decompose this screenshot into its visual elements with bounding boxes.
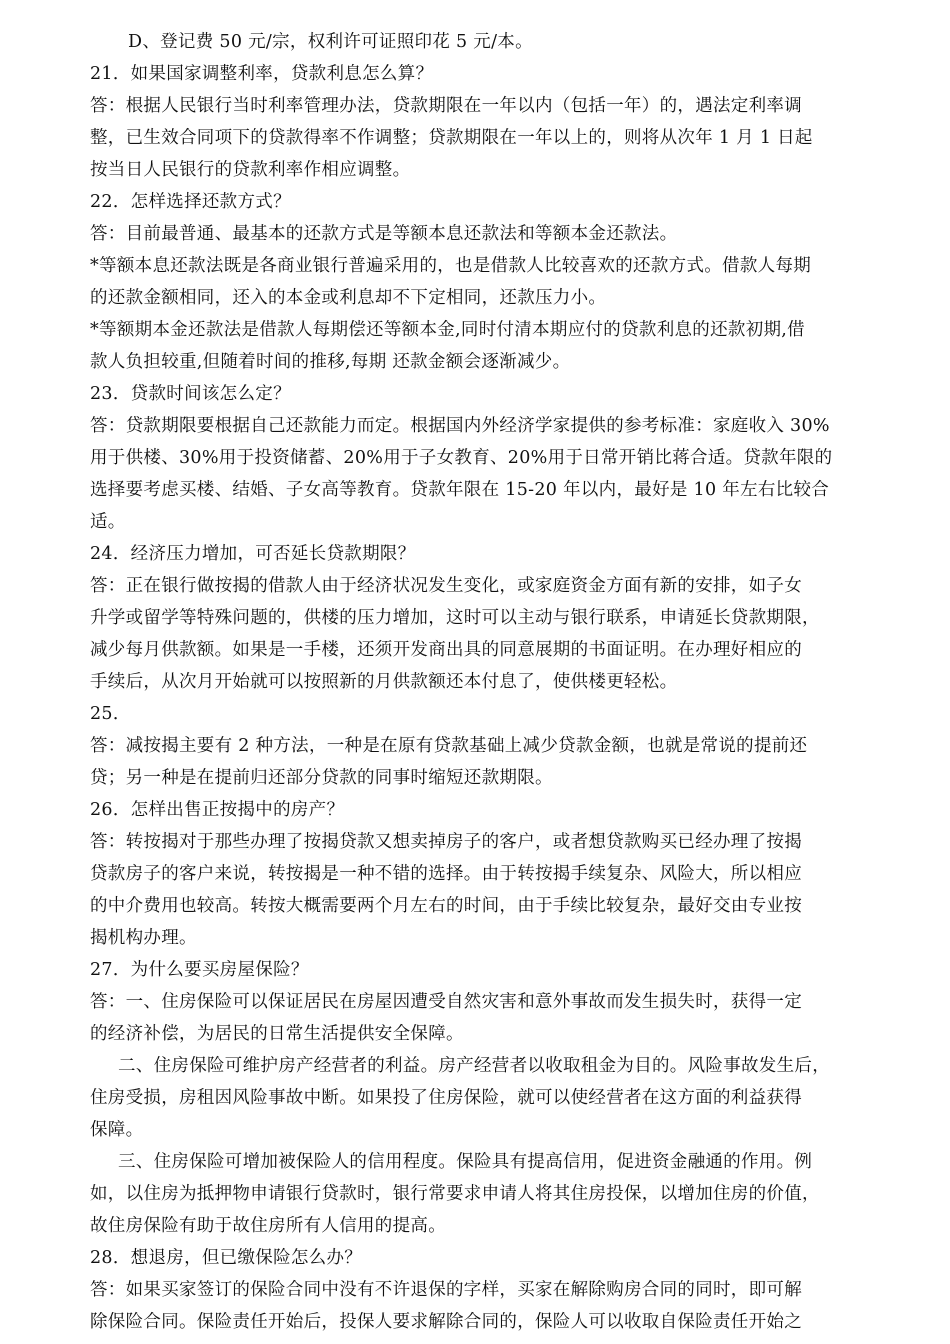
question-heading: 28．想退房，但已缴保险怎么办？ — [90, 1248, 363, 1268]
text-line: 答：根据人民银行当时利率管理办法，贷款期限在一年以内（包括一年）的，遇法定利率调 — [90, 96, 802, 116]
text-line: 答：正在银行做按揭的借款人由于经济状况发生变化，或家庭资金方面有新的安排，如子女 — [90, 576, 802, 596]
text-line: 除保险合同。保险责任开始后，投保人要求解除合同的，保险人可以收取自保险责任开始之 — [90, 1312, 802, 1332]
text-line: 揭机构办理。 — [90, 928, 197, 948]
text-line: 住房受损，房租因风险事故中断。如果投了住房保险，就可以使经营者在这方面的利益获得 — [90, 1088, 802, 1108]
text-line: 按当日人民银行的贷款利率作相应调整。 — [90, 160, 411, 180]
text-line: 答：目前最普通、最基本的还款方式是等额本息还款法和等额本金还款法。 — [90, 224, 678, 244]
question-heading: 21．如果国家调整利率，贷款利息怎么算？ — [90, 64, 434, 84]
question-heading: 27．为什么要买房屋保险？ — [90, 960, 309, 980]
text-line: 答：一、住房保险可以保证居民在房屋因遭受自然灾害和意外事故而发生损失时，获得一定 — [90, 992, 802, 1012]
text-line: 款人负担较重,但随着时间的推移,每期 还款金额会逐渐减少。 — [90, 352, 571, 372]
text-line: 答：贷款期限要根据自己还款能力而定。根据国内外经济学家提供的参考标准：家庭收入 30% — [90, 416, 830, 436]
text-line: 三、住房保险可增加被保险人的信用程度。保险具有提高信用，促进资金融通的作用。例 — [118, 1152, 813, 1172]
text-line: 升学或留学等特殊问题的，供楼的压力增加，这时可以主动与银行联系，申请延长贷款期限， — [90, 608, 820, 628]
text-line: 答：减按揭主要有 2 种方法，一种是在原有贷款基础上减少贷款金额，也就是常说的提前还 — [90, 736, 808, 756]
question-heading: 23．贷款时间该怎么定？ — [90, 384, 291, 404]
text-line: 选择要考虑买楼、结婚、子女高等教育。贷款年限在 15-20 年以内，最好是 10 年左右比较合 — [90, 480, 830, 500]
question-heading: 24．经济压力增加，可否延长贷款期限？ — [90, 544, 416, 564]
text-line: 贷；另一种是在提前归还部分贷款的同事时缩短还款期限。 — [90, 768, 553, 788]
text-line: 保障。 — [90, 1120, 144, 1140]
text-line: 贷款房子的客户来说，转按揭是一种不错的选择。由于转按揭手续复杂、风险大，所以相应 — [90, 864, 802, 884]
text-line: 的还款金额相同，还入的本金或利息却不下定相同，还款压力小。 — [90, 288, 607, 308]
text-line: 的经济补偿，为居民的日常生活提供安全保障。 — [90, 1024, 464, 1044]
text-line: 答：转按揭对于那些办理了按揭贷款又想卖掉房子的客户，或者想贷款购买已经办理了按揭 — [90, 832, 802, 852]
question-heading: 25． — [90, 704, 131, 724]
text-line: *等额本息还款法既是各商业银行普遍采用的，也是借款人比较喜欢的还款方式。借款人每期 — [90, 256, 812, 276]
text-line: 适。 — [90, 512, 126, 532]
text-line: 的中介费用也较高。转按大概需要两个月左右的时间，由于手续比较复杂，最好交由专业按 — [90, 896, 802, 916]
text-line: 如，以住房为抵押物申请银行贷款时，银行常要求申请人将其住房投保，以增加住房的价值， — [90, 1184, 820, 1204]
text-line: 二、住房保险可维护房产经营者的利益。房产经营者以收取租金为目的。风险事故发生后， — [118, 1056, 830, 1076]
text-line: 整，已生效合同项下的贷款得率不作调整；贷款期限在一年以上的，则将从次年 1 月 1 日起 — [90, 128, 813, 148]
text-line: 手续后，从次月开始就可以按照新的月供款额还本付息了，使供楼更轻松。 — [90, 672, 678, 692]
text-line: 减少每月供款额。如果是一手楼，还须开发商出具的同意展期的书面证明。在办理好相应的 — [90, 640, 802, 660]
question-heading: 22．怎样选择还款方式？ — [90, 192, 291, 212]
text-line: D、登记费 50 元/宗，权利许可证照印花 5 元/本。 — [128, 32, 533, 52]
text-line: 故住房保险有助于故住房所有人信用的提高。 — [90, 1216, 446, 1236]
text-line: 用于供楼、30%用于投资储蓄、20%用于子女教育、20%用于日常开销比蒋合适。贷款年限的 — [90, 448, 833, 468]
text-line: *等额期本金还款法是借款人每期偿还等额本金,同时付清本期应付的贷款利息的还款初期,借 — [90, 320, 805, 340]
text-line: 答：如果买家签订的保险合同中没有不许退保的字样，买家在解除购房合同的同时，即可解 — [90, 1280, 802, 1300]
question-heading: 26．怎样出售正按揭中的房产？ — [90, 800, 345, 820]
